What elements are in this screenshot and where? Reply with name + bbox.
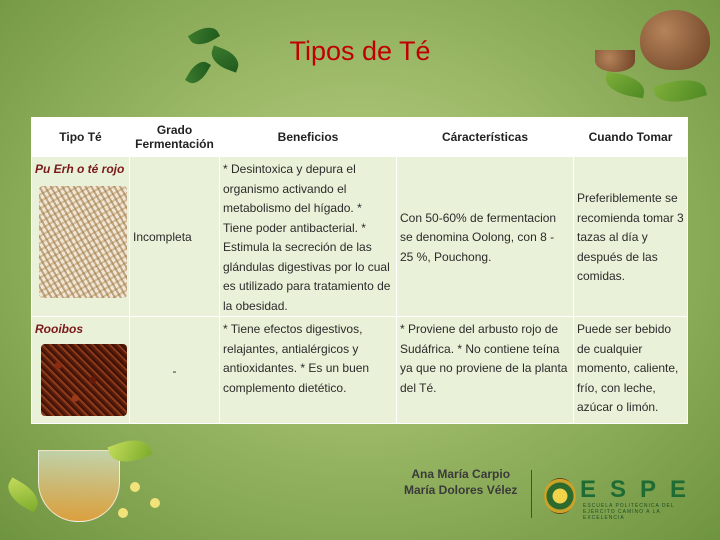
cell-grado: -: [130, 317, 220, 424]
tea-cup-decoration: [0, 420, 180, 540]
cell-grado: Incompleta: [130, 157, 220, 317]
table-row: [32, 157, 688, 317]
tea-name: Rooibos: [35, 322, 83, 336]
cell-caracteristicas: Con 50-60% de fermentacion se denomina Oolong, con 8 - 25 %, Pouchong.: [397, 157, 574, 317]
tea-name: Pu Erh o té rojo: [35, 162, 125, 176]
header-caracteristicas: Cáracterísticas: [397, 118, 574, 157]
espe-logo: ESPE: [580, 476, 701, 503]
header-tipo: Tipo Té: [32, 118, 130, 157]
table-header-row: [32, 118, 688, 157]
cell-tipo: [32, 317, 130, 424]
footer-divider: [531, 470, 532, 518]
cell-beneficios: * Desintoxica y depura el organismo activando el metabolismo del hígado. * Tiene poder antibacterial. * Estimula la secreción de las glándulas digestivas por lo cual es utilizado para tratamiento de la obesidad.: [220, 157, 397, 317]
author-name: Ana María Carpio: [411, 467, 511, 481]
cell-cuando: Preferiblemente se recomienda tomar 3 tazas al día y después de las comidas.: [574, 157, 688, 317]
header-cuando: Cuando Tomar: [574, 118, 688, 157]
cell-tipo: [32, 157, 130, 317]
espe-logo-subtitle: ESCUELA POLITÉCNICA DEL EJÉRCITO CAMINO A LA EXCELENCIA: [583, 503, 675, 521]
header-beneficios: Beneficios: [220, 118, 397, 157]
university-seal-icon: [544, 478, 576, 514]
pu-erh-tea-image: [39, 186, 127, 298]
header-grado: Grado Fermentación: [130, 118, 220, 157]
author-name: María Dolores Vélez: [404, 483, 518, 497]
rooibos-tea-image: [41, 344, 127, 416]
slide-title: Tipos de Té: [289, 36, 431, 66]
table-row: [32, 317, 688, 424]
authors: [404, 466, 517, 498]
cell-beneficios: * Tiene efectos digestivos, relajantes, antialérgicos y antioxidantes. * Es un buen complemento dietético.: [220, 317, 397, 424]
cell-caracteristicas: * Proviene del arbusto rojo de Sudáfrica. * No contiene teína ya que no proviene de la planta del Té.: [397, 317, 574, 424]
cell-cuando: Puede ser bebido de cualquier momento, caliente, frío, con leche, azúcar o limón.: [574, 317, 688, 424]
tea-types-table: [31, 117, 688, 424]
